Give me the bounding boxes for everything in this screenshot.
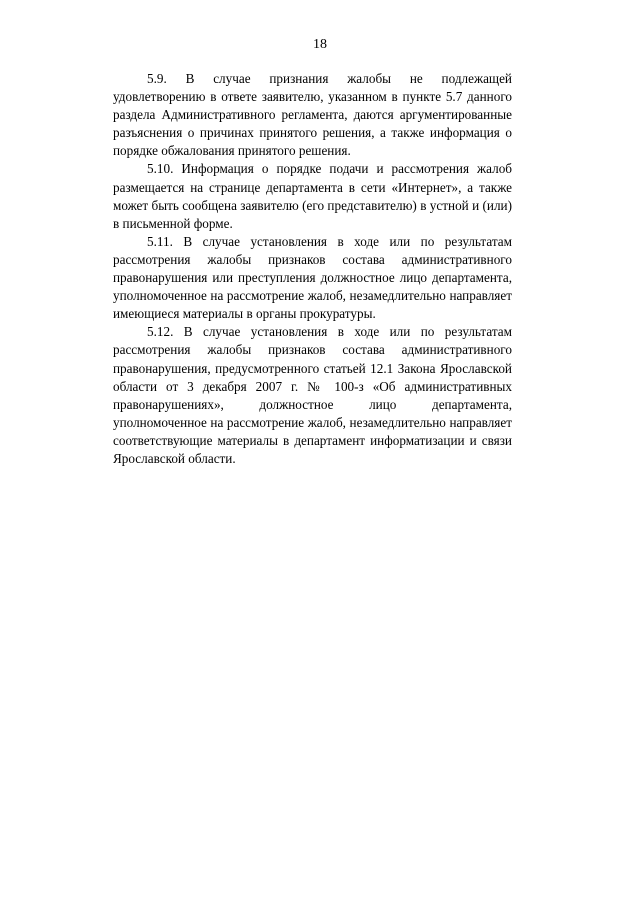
document-body [113,70,512,468]
paragraph-5-10: 5.10. Информация о порядке подачи и рассмотрения жалоб размещается на странице департамента в сети «Интернет», а также может быть сообщена заявителю (его представителю) в устной и (или) в письменной форме. [113,161,512,231]
paragraph-5-12: 5.12. В случае установления в ходе или по результатам рассмотрения жалобы признаков состава административного правонарушения, предусмотренного статьей 12.1 Закона Ярославской области от 3 декабря 2007 г. № 100-з «Об административных правонарушениях», должностное лицо департамента, уполномоченное на рассмотрение жалоб, незамедлительно направляет соответствующие материалы в департамент информатизации и связи Ярославской области. [113,324,512,466]
paragraph-5-11: 5.11. В случае установления в ходе или по результатам рассмотрения жалобы признаков состава административного правонарушения или преступления должностное лицо департамента, уполномоченное на рассмотрение жалоб, незамедлительно направляет имеющиеся материалы в органы прокуратуры. [113,233,512,322]
paragraph-5-9: 5.9. В случае признания жалобы не подлежащей удовлетворению в ответе заявителю, указанном в пункте 5.7 данного раздела Административного регламента, даются аргументированные разъяснения о причинах принятого решения, а также информация о порядке обжалования принятого решения. [113,71,512,159]
page-number: 18 [313,37,327,52]
